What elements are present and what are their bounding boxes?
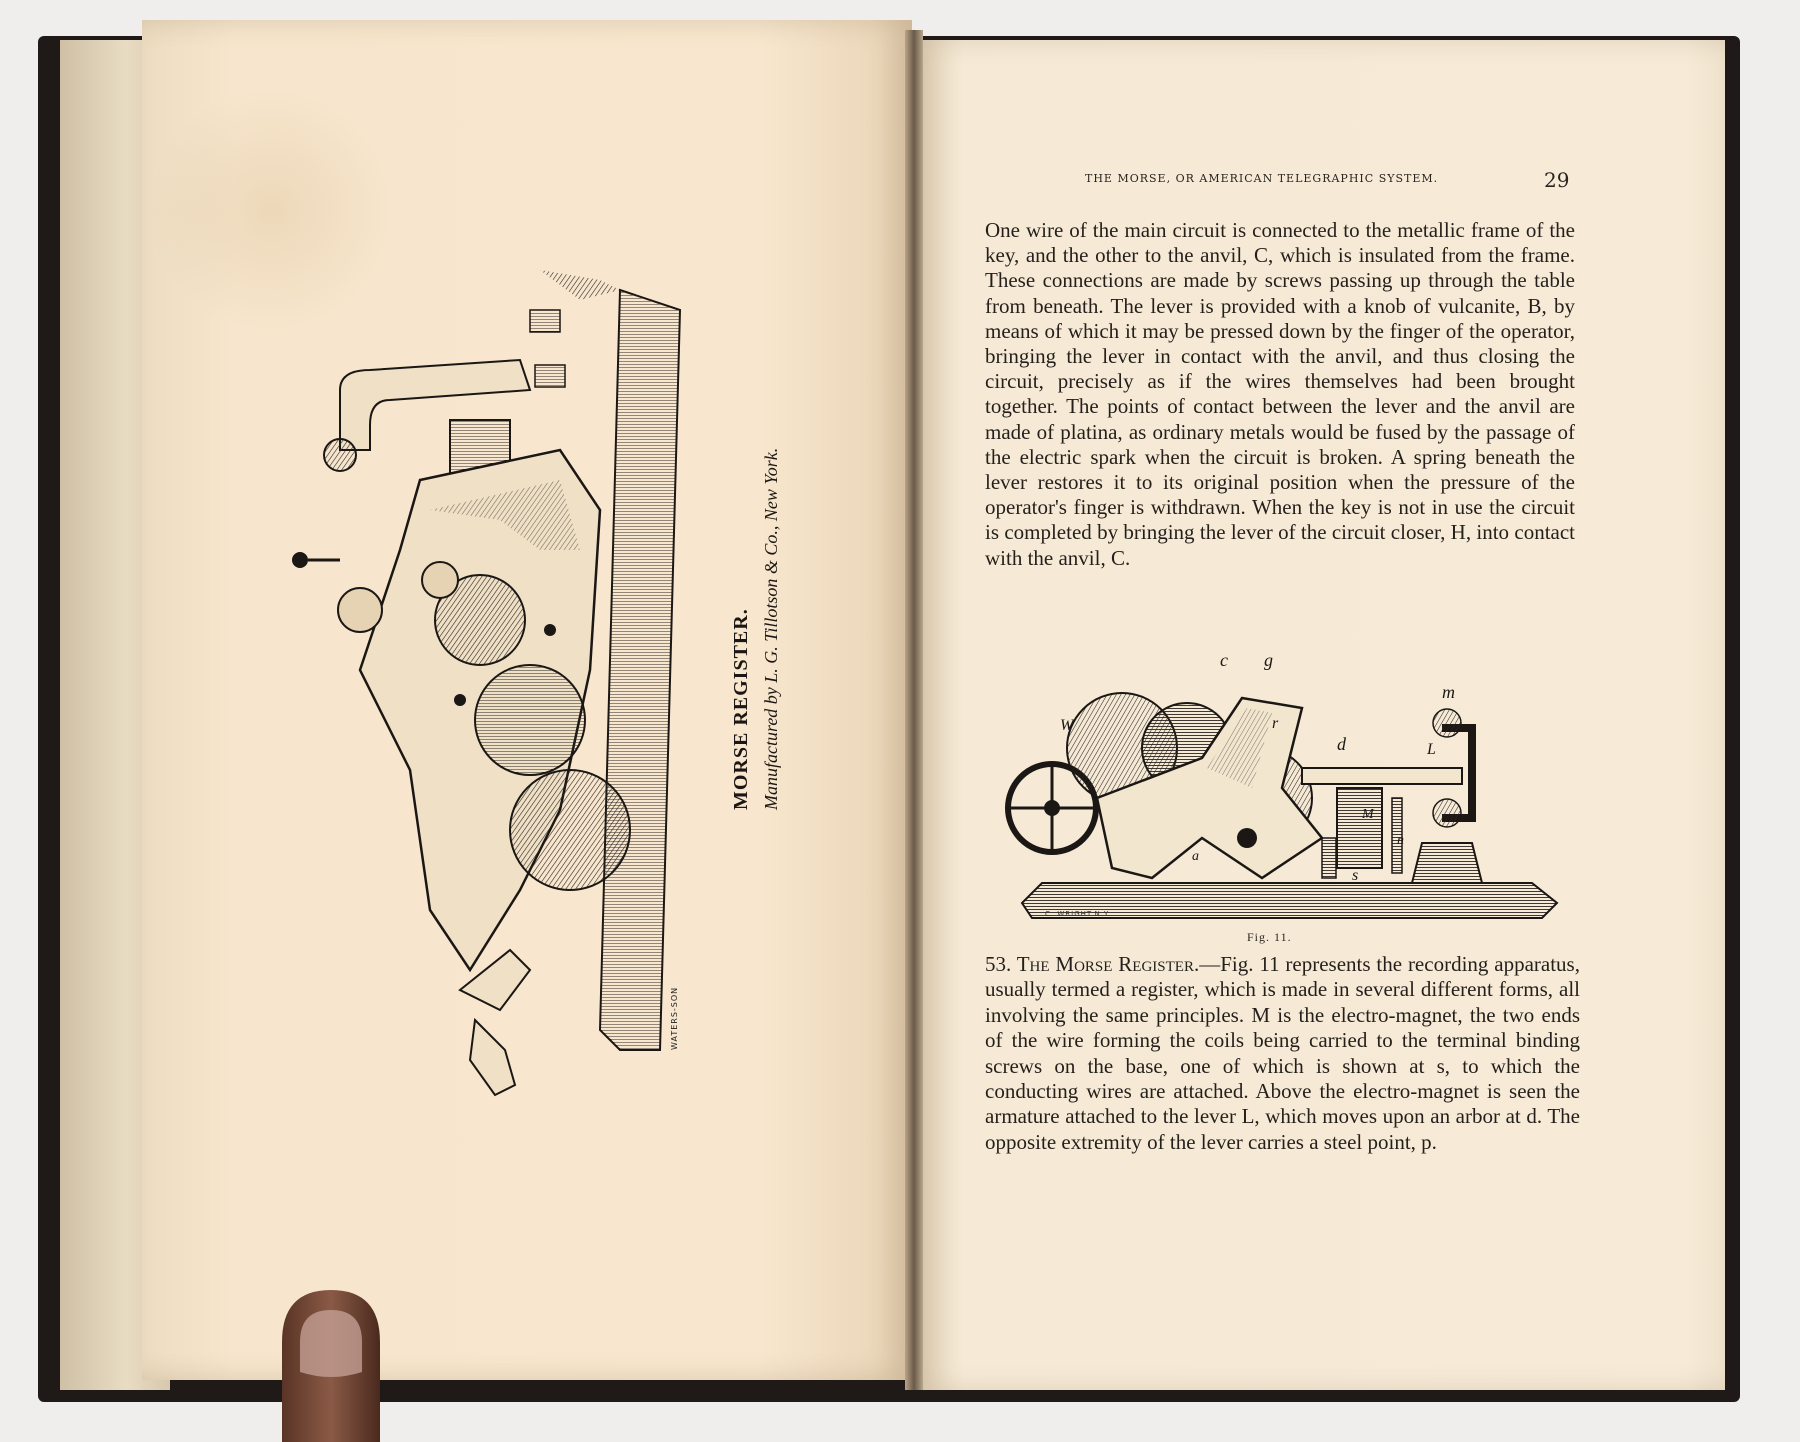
- book-gutter: [905, 30, 923, 1390]
- engraving-illustration: [300, 250, 760, 1070]
- fig-label-a: a: [1192, 849, 1199, 864]
- fig-label-M: M: [1362, 807, 1374, 822]
- figure-caption: Fig. 11.: [1247, 930, 1292, 944]
- thumb: [272, 1282, 390, 1442]
- fig-label-s: s: [1352, 867, 1359, 884]
- plate-title: MORSE REGISTER.: [730, 608, 752, 810]
- fig-label-W: W: [1060, 717, 1074, 734]
- figure-11-illustration: [1002, 650, 1562, 924]
- paragraph-2-body: —Fig. 11 represents the recording apparatus, usually termed a register, which is made in several different forms, all involving the same principles. M is the electro-magnet, the two ends of the wire forming the coils being carried to the terminal binding screws on the base, one of which is shown at s, to which the conducting wires are attached. Above the electro-magnet is seen the armature attached to the lever L, which moves upon an arbor at d. The opposite extremity of the lever carries a steel point, p.: [985, 952, 1580, 1154]
- paragraph-2: [985, 952, 1580, 1155]
- open-book-photo: MORSE REGISTER. Manufactured by L. G. Tillotson & Co., New York. WATERS-SON THE MORSE, OR AMERICAN TELEGRAPHIC SYSTEM. 29 One wire of the main circuit is connected to the metallic frame of the key, and the other to the anvil, C, which is insulated from the frame. These connections are made by screws passing up through the table from beneath. The lever is provided with a knob of vulcanite, B, by means of which it may be pressed down by the finger of the operator, bringing the lever in contact with the anvil, and thus closing the circuit, precisely as if the wires themselves had been brought together. The points of contact between the lever and the anvil are made of platina, as ordinary metals would be fused by the passage of the electric spark when the circuit is broken. A spring beneath the lever restores it to its original position when the pressure of the operator's finger is withdrawn. When the key is not in use the circuit is completed by bringing the lever of the circuit closer, H, into contact with the anvil, C. c g m W r d L M a s n C. WRIGHT.N.Y. Fig. 11. 53. The Morse Register.—Fig. 11 represents the recording apparatus, usually termed a register, which is made in several different forms, all involving the same principles. M is the electro-magnet, the two ends of the wire forming the coils being carried to the terminal binding screws on the base, one of which is shown at s, to which the conducting wires are attached. Above the electro-magnet is seen the armature attached to the lever L, which moves upon an arbor at d. The opposite extremity of the lever carries a steel point, p.: [0, 0, 1800, 1421]
- fig-label-r: r: [1272, 715, 1279, 732]
- fig-label-L: L: [1427, 741, 1436, 758]
- fig-label-n: n: [1397, 833, 1404, 848]
- fig-label-m: m: [1442, 682, 1455, 702]
- fig-label-c: c: [1220, 650, 1228, 670]
- figure-engraver-signature: C. WRIGHT.N.Y.: [1045, 910, 1112, 918]
- plate-maker: Manufactured by L. G. Tillotson & Co., New York.: [761, 447, 781, 810]
- figure-11-register: [1002, 650, 1562, 924]
- section-heading: 53. The Morse Register.: [985, 952, 1200, 976]
- running-head: THE MORSE, OR AMERICAN TELEGRAPHIC SYSTEM.: [1085, 172, 1439, 185]
- paragraph-1: One wire of the main circuit is connected to the metallic frame of the key, and the other to the anvil, C, which is insulated from the frame. These connections are made by screws passing up through the table from beneath. The lever is provided with a knob of vulcanite, B, by means of which it may be pressed down by the finger of the operator, bringing the lever in contact with the anvil, and thus closing the circuit, precisely as if the wires themselves had been brought together. The points of contact between the lever and the anvil are made of platina, as ordinary metals would be fused by the passage of the electric spark when the circuit is broken. A spring beneath the lever restores it to its original position when the pressure of the operator's finger is withdrawn. When the key is not in use the circuit is completed by bringing the lever of the circuit closer, H, into contact with the anvil, C.: [985, 218, 1575, 570]
- morse-register-engraving: [300, 250, 760, 1070]
- page-number: 29: [1544, 168, 1570, 192]
- fig-label-g: g: [1264, 650, 1273, 670]
- fig-label-d: d: [1337, 734, 1346, 754]
